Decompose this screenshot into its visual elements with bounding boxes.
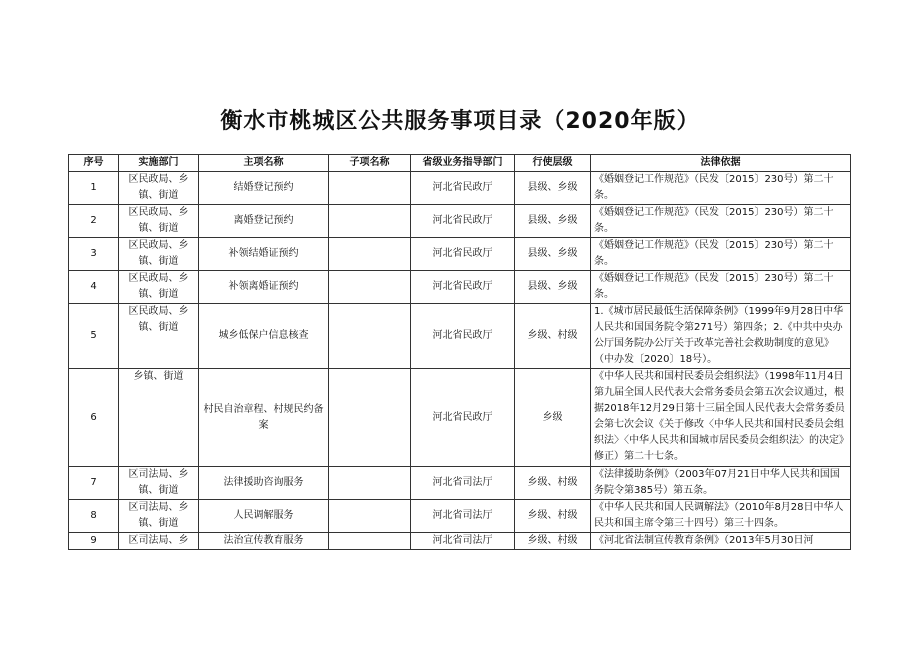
cell-dept: 区司法局、乡镇、街道 — [119, 500, 199, 533]
cell-sub — [329, 304, 411, 369]
header-no: 序号 — [69, 155, 119, 172]
table-row — [69, 172, 851, 205]
cell-guide: 河北省民政厅 — [411, 369, 515, 467]
cell-no: 6 — [69, 369, 119, 467]
cell-level: 县级、乡级 — [515, 172, 591, 205]
cell-no: 5 — [69, 304, 119, 369]
cell-basis: 《中华人民共和国人民调解法》（2010年8月28日中华人民共和国主席令第三十四号）第三十四条。 — [591, 500, 851, 533]
cell-item: 结婚登记预约 — [199, 172, 329, 205]
cell-no: 9 — [69, 533, 119, 550]
cell-dept: 区民政局、乡镇、街道 — [119, 238, 199, 271]
table-row — [69, 271, 851, 304]
cell-no: 2 — [69, 205, 119, 238]
cell-item: 离婚登记预约 — [199, 205, 329, 238]
table-row — [69, 205, 851, 238]
cell-sub — [329, 172, 411, 205]
cell-no: 7 — [69, 467, 119, 500]
header-dept: 实施部门 — [119, 155, 199, 172]
cell-sub — [329, 238, 411, 271]
cell-dept: 区民政局、乡镇、街道 — [119, 304, 199, 369]
cell-dept: 区民政局、乡镇、街道 — [119, 205, 199, 238]
cell-sub — [329, 467, 411, 500]
table-row — [69, 238, 851, 271]
cell-item: 法治宣传教育服务 — [199, 533, 329, 550]
cell-sub — [329, 369, 411, 467]
cell-level: 乡级、村级 — [515, 467, 591, 500]
cell-basis: 《婚姻登记工作规范》（民发〔2015〕230号）第二十条。 — [591, 172, 851, 205]
cell-level: 县级、乡级 — [515, 205, 591, 238]
cell-dept: 区司法局、乡 — [119, 533, 199, 550]
cell-item: 补领结婚证预约 — [199, 238, 329, 271]
cell-level: 乡级 — [515, 369, 591, 467]
cell-guide: 河北省民政厅 — [411, 172, 515, 205]
cell-no: 8 — [69, 500, 119, 533]
header-sub: 子项名称 — [329, 155, 411, 172]
table-header-row — [69, 155, 851, 172]
cell-level: 乡级、村级 — [515, 533, 591, 550]
cell-level: 乡级、村级 — [515, 500, 591, 533]
cell-basis: 《婚姻登记工作规范》（民发〔2015〕230号）第二十条。 — [591, 271, 851, 304]
cell-basis: 《婚姻登记工作规范》（民发〔2015〕230号）第二十条。 — [591, 238, 851, 271]
cell-dept: 区民政局、乡镇、街道 — [119, 172, 199, 205]
table-row — [69, 304, 851, 369]
cell-guide: 河北省司法厅 — [411, 533, 515, 550]
header-basis: 法律依据 — [591, 155, 851, 172]
cell-guide: 河北省民政厅 — [411, 205, 515, 238]
cell-basis: 《河北省法制宣传教育条例》（2013年5月30日河 — [591, 533, 851, 550]
table-row — [69, 369, 851, 467]
table-row — [69, 533, 851, 550]
cell-guide: 河北省司法厅 — [411, 500, 515, 533]
header-guide: 省级业务指导部门 — [411, 155, 515, 172]
cell-basis: 《中华人民共和国村民委员会组织法》（1998年11月4日第九届全国人民代表大会常务委员会第五次会议通过，根据2018年12月29日第十三届全国人民代表大会常务委员会第七次会议《关于修改〈中华人民共和国村民委员会组织法〉〈中华人民共和国城市居民委员会组织法〉的决定》修正）第二十七条。 — [591, 369, 851, 467]
cell-dept: 区民政局、乡镇、街道 — [119, 271, 199, 304]
cell-sub — [329, 500, 411, 533]
cell-guide: 河北省民政厅 — [411, 271, 515, 304]
cell-dept: 区司法局、乡镇、街道 — [119, 467, 199, 500]
cell-no: 4 — [69, 271, 119, 304]
cell-no: 3 — [69, 238, 119, 271]
cell-item: 补领离婚证预约 — [199, 271, 329, 304]
cell-basis: 1.《城市居民最低生活保障条例》（1999年9月28日中华人民共和国国务院令第271号）第四条；2.《中共中央办公厅国务院办公厅关于改革完善社会救助制度的意见》（中办发〔2020〕18号）。 — [591, 304, 851, 369]
table-row — [69, 500, 851, 533]
cell-basis: 《婚姻登记工作规范》（民发〔2015〕230号）第二十条。 — [591, 205, 851, 238]
cell-no: 1 — [69, 172, 119, 205]
header-item: 主项名称 — [199, 155, 329, 172]
cell-level: 县级、乡级 — [515, 271, 591, 304]
cell-level: 县级、乡级 — [515, 238, 591, 271]
cell-basis: 《法律援助条例》（2003年07月21日中华人民共和国国务院令第385号）第五条。 — [591, 467, 851, 500]
cell-item: 法律援助咨询服务 — [199, 467, 329, 500]
cell-guide: 河北省司法厅 — [411, 467, 515, 500]
cell-item: 人民调解服务 — [199, 500, 329, 533]
cell-guide: 河北省民政厅 — [411, 238, 515, 271]
cell-sub — [329, 205, 411, 238]
page-title: 衡水市桃城区公共服务事项目录（2020年版） — [220, 109, 700, 134]
header-level: 行使层级 — [515, 155, 591, 172]
cell-sub — [329, 533, 411, 550]
cell-item: 村民自治章程、村规民约备案 — [199, 369, 329, 467]
cell-level: 乡级、村级 — [515, 304, 591, 369]
cell-sub — [329, 271, 411, 304]
table-row — [69, 467, 851, 500]
cell-item: 城乡低保户信息核查 — [199, 304, 329, 369]
cell-dept: 乡镇、街道 — [119, 369, 199, 467]
service-table — [68, 154, 851, 550]
cell-guide: 河北省民政厅 — [411, 304, 515, 369]
